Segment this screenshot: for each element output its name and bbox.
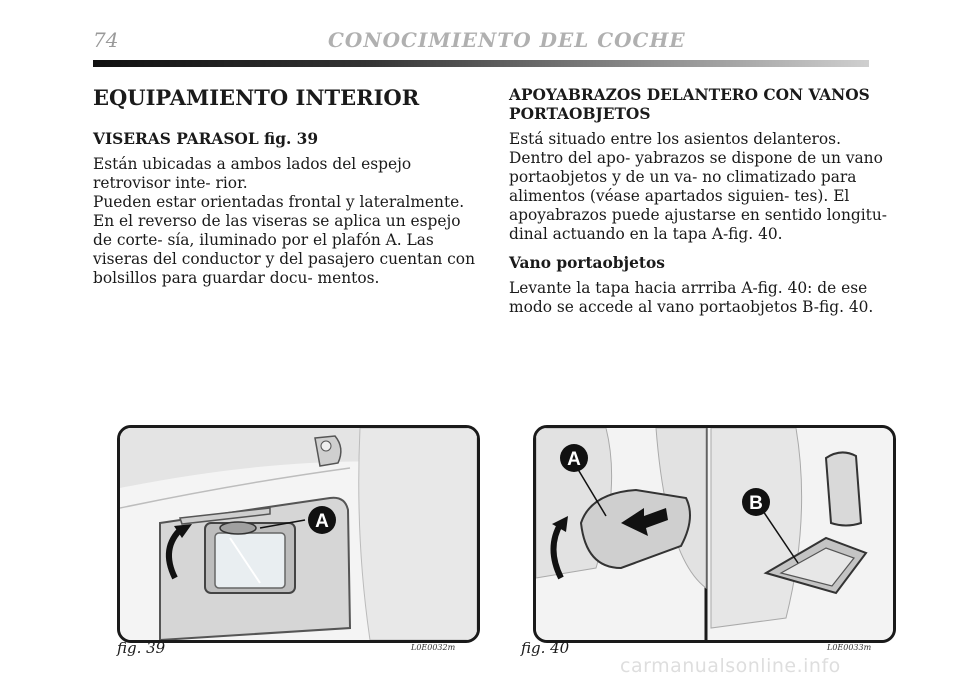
figure-40-caption: fig. 40 [521, 639, 570, 657]
figure-40-label-b: B [749, 493, 763, 514]
armrest-paragraph: Está situado entre los asientos delanteros. Dentro del apo- yabrazos se dispone de un vano portaobjetos y de un va- no climatizado para alimentos (véase apartados siguien- tes). El apoyabrazos puede ajustarse en sentido longitu- dinal actuando en la tapa A-fig. 40. [509, 130, 887, 243]
page-number: 74 [93, 28, 119, 52]
header-title: CONOCIMIENTO DEL COCHE [328, 28, 686, 52]
figure-39-caption: fig. 39 [117, 639, 166, 657]
storage-compartment-paragraph: Levante la tapa hacia arrriba A-fig. 40: de ese modo se accede al vano portaobjetos B-fig. 40. [509, 279, 874, 316]
figure-39-code: L0E0032m [411, 643, 456, 652]
left-column [93, 86, 475, 288]
sun-visor-heading: VISERAS PARASOL fig. 39 [93, 130, 319, 148]
storage-compartment-heading: Vano portaobjetos [509, 254, 665, 272]
watermark: carmanualsonline.info [620, 655, 841, 677]
section-heading: EQUIPAMIENTO INTERIOR [93, 85, 420, 110]
figure-40-code: L0E0033m [827, 643, 872, 652]
figure-40-armrest-illustration [533, 425, 896, 643]
figure-39-sun-visor-illustration [117, 425, 480, 643]
figure-40-label-a: A [567, 449, 581, 470]
sun-visor-paragraph-3: En el reverso de las viseras se aplica un espejo de corte- sía, iluminado por el plafón A. Las viseras del conductor y del pasajero cuentan con bolsillos para guardar docu- mentos. [93, 212, 475, 287]
sun-visor-paragraph-1: Están ubicadas a ambos lados del espejo retrovisor inte- rior. [93, 155, 412, 192]
armrest-heading: APOYABRAZOS DELANTERO CON VANOS PORTAOBJETOS [509, 86, 870, 123]
figure-39-label-a: A [315, 511, 329, 532]
sun-visor-paragraph-2: Pueden estar orientadas frontal y lateralmente. [93, 193, 465, 211]
header-rule [93, 60, 869, 67]
right-column [509, 86, 891, 317]
